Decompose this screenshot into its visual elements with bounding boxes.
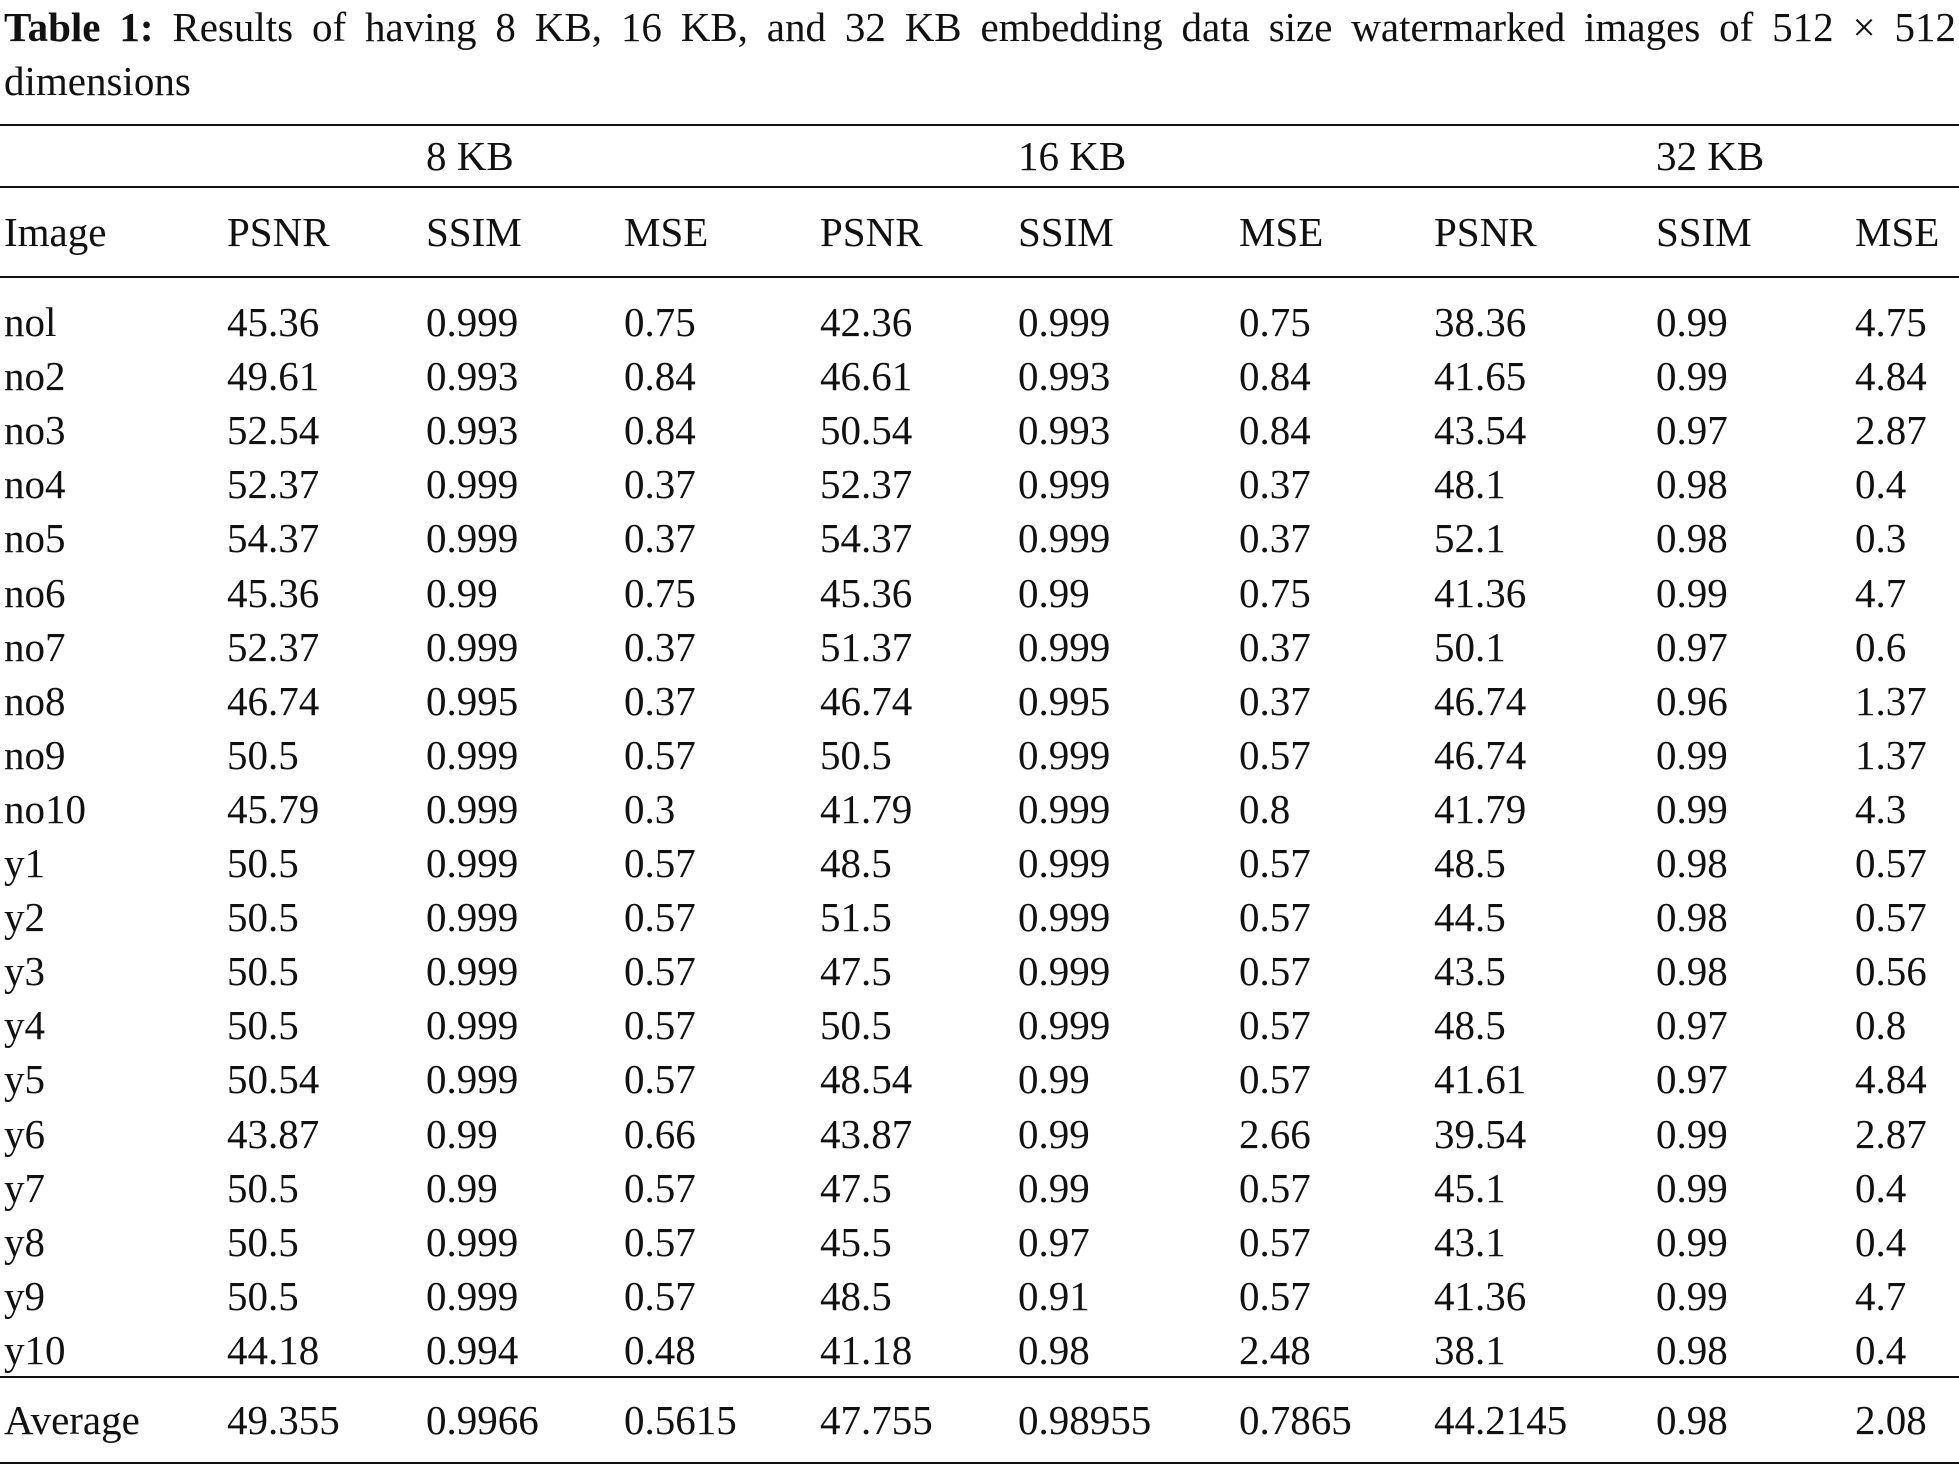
table-cell: 0.3 [624, 785, 676, 832]
table-cell: 44.5 [1434, 894, 1506, 941]
table-cell: 0.75 [624, 299, 696, 345]
column-header: SSIM [1656, 209, 1752, 255]
row-label: y3 [4, 948, 45, 995]
group-header: 16 KB [1018, 133, 1127, 179]
table-cell: 0.84 [624, 353, 696, 400]
table-cell: 47.5 [820, 1164, 892, 1211]
average-rule [0, 1376, 1959, 1378]
table-cell: 0.99 [1656, 1218, 1728, 1265]
table-cell: 50.1 [1434, 623, 1506, 670]
table-cell: 48.5 [1434, 1002, 1506, 1049]
table-cell: 46.74 [227, 677, 320, 724]
table-cell: 42.36 [820, 299, 913, 345]
table-cell: 0.6 [1855, 623, 1907, 670]
average-cell: 0.98 [1656, 1397, 1728, 1443]
row-label: no9 [4, 731, 66, 778]
table-cell: 41.79 [1434, 785, 1527, 832]
table-cell: 0.995 [1018, 677, 1111, 724]
table-cell: 0.999 [426, 1218, 519, 1265]
table-cell: 2.87 [1855, 1110, 1927, 1157]
table-cell: 4.7 [1855, 569, 1907, 616]
table-cell: 2.48 [1239, 1326, 1311, 1373]
table-cell: 50.5 [227, 1164, 299, 1211]
table-cell: 0.99 [426, 1110, 498, 1157]
table-cell: 0.37 [1239, 461, 1311, 508]
table-cell: 0.999 [426, 623, 519, 670]
table-cell: 0.99 [1018, 569, 1090, 616]
table-cell: 0.999 [1018, 515, 1111, 562]
table-cell: 41.18 [820, 1326, 913, 1373]
row-label: no2 [4, 353, 66, 400]
table-cell: 1.37 [1855, 731, 1927, 778]
table-cell: 0.97 [1018, 1218, 1090, 1265]
table-cell: 0.4 [1855, 461, 1907, 508]
column-header: SSIM [426, 209, 522, 255]
table-cell: 0.999 [426, 515, 519, 562]
table-cell: 0.999 [1018, 461, 1111, 508]
table-cell: 0.37 [624, 623, 696, 670]
table-cell: 0.98 [1656, 840, 1728, 886]
table-cell: 46.74 [820, 677, 913, 724]
column-header: PSNR [820, 209, 923, 255]
table-cell: 48.5 [1434, 840, 1506, 886]
table-cell: 43.5 [1434, 948, 1506, 995]
average-cell: 0.98955 [1018, 1397, 1152, 1443]
table-cell: 0.99 [1656, 353, 1728, 400]
table-cell: 0.98 [1656, 894, 1728, 941]
table-cell: 0.99 [1656, 731, 1728, 778]
table-cell: 52.37 [227, 461, 320, 508]
table-cell: 0.999 [426, 840, 519, 886]
table-cell: 0.57 [624, 1056, 696, 1103]
table-cell: 0.57 [1855, 894, 1927, 941]
table-cell: 0.99 [426, 569, 498, 616]
average-cell: 49.355 [227, 1397, 340, 1443]
table-cell: 47.5 [820, 948, 892, 995]
table-cell: 39.54 [1434, 1110, 1527, 1157]
table-cell: 50.5 [227, 1218, 299, 1265]
table-cell: 43.87 [227, 1110, 320, 1157]
table-cell: 50.5 [227, 1272, 299, 1319]
table-cell: 46.74 [1434, 731, 1527, 778]
table-cell: 50.5 [820, 731, 892, 778]
table-cell: 0.57 [624, 1272, 696, 1319]
table-cell: 50.54 [820, 407, 913, 454]
table-cell: 0.995 [426, 677, 519, 724]
group-rule [0, 186, 1959, 188]
table-cell: 0.99 [1018, 1110, 1090, 1157]
table-cell: 52.37 [227, 623, 320, 670]
bottom-rule [0, 1462, 1959, 1464]
table-cell: 4.7 [1855, 1272, 1907, 1319]
table-cell: 0.4 [1855, 1218, 1907, 1265]
table-cell: 0.999 [1018, 894, 1111, 941]
row-label: y5 [4, 1056, 45, 1103]
table-cell: 41.79 [820, 785, 913, 832]
table-cell: 0.99 [1656, 1110, 1728, 1157]
table-cell: 0.96 [1656, 677, 1728, 724]
table-cell: 0.57 [1239, 1002, 1311, 1049]
table-cell: 45.79 [227, 785, 320, 832]
table-cell: 0.999 [1018, 623, 1111, 670]
table-cell: 49.61 [227, 353, 320, 400]
table-cell: 0.57 [624, 731, 696, 778]
table-cell: 45.36 [227, 299, 320, 345]
header-rule [0, 276, 1959, 278]
table-cell: 41.36 [1434, 569, 1527, 616]
table-cell: 0.999 [426, 299, 519, 345]
table-cell: 0.57 [624, 1002, 696, 1049]
group-header: 8 KB [426, 133, 514, 179]
row-label: no6 [4, 569, 66, 616]
row-label: y7 [4, 1164, 45, 1211]
row-label: no5 [4, 515, 66, 562]
table-cell: 4.84 [1855, 1056, 1927, 1103]
table-cell: 0.999 [1018, 1002, 1111, 1049]
table-cell: 45.36 [227, 569, 320, 616]
table-cell: 0.66 [624, 1110, 696, 1157]
table-cell: 0.999 [1018, 840, 1111, 886]
table-cell: 41.65 [1434, 353, 1527, 400]
caption-label: Table 1: [4, 4, 154, 50]
table-cell: 0.99 [1018, 1164, 1090, 1211]
table-cell: 0.57 [624, 1218, 696, 1265]
table-cell: 46.74 [1434, 677, 1527, 724]
table-cell: 50.5 [227, 1002, 299, 1049]
row-label: no10 [4, 785, 86, 832]
column-header: PSNR [227, 209, 330, 255]
table-cell: 0.57 [1239, 1056, 1311, 1103]
table-cell: 0.97 [1656, 623, 1728, 670]
table-cell: 38.36 [1434, 299, 1527, 345]
table-cell: 0.999 [426, 461, 519, 508]
row-label: nol [4, 299, 57, 345]
table-cell: 0.98 [1656, 461, 1728, 508]
table-cell: 48.5 [820, 840, 892, 886]
table-cell: 0.99 [1656, 569, 1728, 616]
table-cell: 0.98 [1656, 1326, 1728, 1373]
table-cell: 0.37 [624, 461, 696, 508]
table-cell: 4.75 [1855, 299, 1927, 345]
row-label: y6 [4, 1110, 45, 1157]
column-header: MSE [1239, 209, 1324, 255]
table-cell: 0.37 [1239, 677, 1311, 724]
table-cell: 0.993 [426, 353, 519, 400]
table-cell: 45.5 [820, 1218, 892, 1265]
table-cell: 0.999 [1018, 731, 1111, 778]
table-cell: 1.37 [1855, 677, 1927, 724]
table-cell: 0.999 [426, 785, 519, 832]
average-label: Average [4, 1397, 140, 1443]
table-cell: 50.5 [820, 1002, 892, 1049]
table-cell: 48.5 [820, 1272, 892, 1319]
table-cell: 0.99 [1656, 1164, 1728, 1211]
table-cell: 0.993 [1018, 407, 1111, 454]
table-cell: 0.999 [426, 1056, 519, 1103]
top-rule [0, 124, 1959, 126]
table-cell: 0.84 [1239, 407, 1311, 454]
table-caption [4, 0, 1956, 108]
row-label: y2 [4, 894, 45, 941]
table-cell: 0.97 [1656, 407, 1728, 454]
table-cell: 52.54 [227, 407, 320, 454]
table-cell: 43.87 [820, 1110, 913, 1157]
row-label: y9 [4, 1272, 45, 1319]
table-cell: 0.57 [1239, 894, 1311, 941]
table-cell: 0.999 [426, 1272, 519, 1319]
table-cell: 0.91 [1018, 1272, 1090, 1319]
caption-text: Results of having 8 KB, 16 KB, and 32 KB embedding data size watermarked images of 512 × 512 dimensions [4, 4, 1956, 104]
group-header: 32 KB [1656, 133, 1765, 179]
table-cell: 0.993 [1018, 353, 1111, 400]
column-header: PSNR [1434, 209, 1537, 255]
table-cell: 0.4 [1855, 1164, 1907, 1211]
table-cell: 0.8 [1855, 1002, 1907, 1049]
table-cell: 54.37 [227, 515, 320, 562]
table-cell: 46.61 [820, 353, 913, 400]
table-cell: 48.54 [820, 1056, 913, 1103]
table-cell: 50.5 [227, 948, 299, 995]
table-cell: 50.5 [227, 840, 299, 886]
table-cell: 0.999 [426, 731, 519, 778]
table-cell: 0.84 [1239, 353, 1311, 400]
table-cell: 43.1 [1434, 1218, 1506, 1265]
table-cell: 2.87 [1855, 407, 1927, 454]
table-cell: 0.999 [1018, 785, 1111, 832]
average-cell: 0.5615 [624, 1397, 737, 1443]
table-cell: 0.75 [1239, 299, 1311, 345]
table-cell: 0.57 [1239, 1218, 1311, 1265]
average-cell: 2.08 [1855, 1397, 1927, 1443]
table-cell: 51.5 [820, 894, 892, 941]
table-cell: 52.37 [820, 461, 913, 508]
table-cell: 0.57 [624, 1164, 696, 1211]
row-label: y8 [4, 1218, 45, 1265]
row-label: no3 [4, 407, 66, 454]
table-cell: 4.84 [1855, 353, 1927, 400]
average-cell: 44.2145 [1434, 1397, 1568, 1443]
table-cell: 0.37 [624, 515, 696, 562]
table-cell: 48.1 [1434, 461, 1506, 508]
table-cell: 0.97 [1656, 1002, 1728, 1049]
table-cell: 0.4 [1855, 1326, 1907, 1373]
table-cell: 44.18 [227, 1326, 320, 1373]
table-cell: 0.75 [624, 569, 696, 616]
table-cell: 45.36 [820, 569, 913, 616]
column-header: MSE [624, 209, 709, 255]
table-cell: 4.3 [1855, 785, 1907, 832]
table-cell: 0.999 [426, 1002, 519, 1049]
table-cell: 38.1 [1434, 1326, 1506, 1373]
table-cell: 0.37 [624, 677, 696, 724]
table-cell: 0.994 [426, 1326, 519, 1373]
table-cell: 0.99 [426, 1164, 498, 1211]
table-cell: 45.1 [1434, 1164, 1506, 1211]
row-label: no8 [4, 677, 66, 724]
table-cell: 0.98 [1656, 948, 1728, 995]
column-header: SSIM [1018, 209, 1114, 255]
row-label: no7 [4, 623, 66, 670]
table-cell: 0.57 [1239, 840, 1311, 886]
table-cell: 0.37 [1239, 623, 1311, 670]
row-label: y4 [4, 1002, 45, 1049]
table-cell: 0.56 [1855, 948, 1927, 995]
table-cell: 52.1 [1434, 515, 1506, 562]
table-cell: 0.99 [1656, 785, 1728, 832]
column-header: MSE [1855, 209, 1940, 255]
table-cell: 0.99 [1656, 299, 1728, 345]
table-cell: 0.57 [1855, 840, 1927, 886]
table-cell: 41.61 [1434, 1056, 1527, 1103]
table-cell: 0.3 [1855, 515, 1907, 562]
table-cell: 0.99 [1018, 1056, 1090, 1103]
table-cell: 2.66 [1239, 1110, 1311, 1157]
table-cell: 0.99 [1656, 1272, 1728, 1319]
table-cell: 0.8 [1239, 785, 1291, 832]
table-cell: 41.36 [1434, 1272, 1527, 1319]
table-cell: 0.57 [624, 894, 696, 941]
average-cell: 0.7865 [1239, 1397, 1352, 1443]
column-header: Image [4, 209, 107, 255]
table-cell: 0.993 [426, 407, 519, 454]
table-cell: 0.98 [1656, 515, 1728, 562]
table-cell: 50.54 [227, 1056, 320, 1103]
table-cell: 0.84 [624, 407, 696, 454]
table-cell: 0.57 [1239, 1272, 1311, 1319]
row-label: y1 [4, 840, 45, 886]
table-cell: 0.57 [1239, 731, 1311, 778]
average-cell: 47.755 [820, 1397, 933, 1443]
table-cell: 0.57 [1239, 948, 1311, 995]
table-cell: 0.999 [1018, 948, 1111, 995]
table-cell: 0.999 [1018, 299, 1111, 345]
table-cell: 50.5 [227, 731, 299, 778]
table-cell: 50.5 [227, 894, 299, 941]
table-cell: 0.57 [624, 840, 696, 886]
table-cell: 0.57 [624, 948, 696, 995]
table-cell: 51.37 [820, 623, 913, 670]
average-cell: 0.9966 [426, 1397, 539, 1443]
table-cell: 0.98 [1018, 1326, 1090, 1373]
table-cell: 0.97 [1656, 1056, 1728, 1103]
table-cell: 0.48 [624, 1326, 696, 1373]
table-cell: 0.999 [426, 894, 519, 941]
table-cell: 43.54 [1434, 407, 1527, 454]
row-label: y10 [4, 1326, 66, 1373]
table-cell: 0.37 [1239, 515, 1311, 562]
table-cell: 0.999 [426, 948, 519, 995]
table-cell: 0.57 [1239, 1164, 1311, 1211]
table-cell: 0.75 [1239, 569, 1311, 616]
row-label: no4 [4, 461, 66, 508]
table-cell: 54.37 [820, 515, 913, 562]
